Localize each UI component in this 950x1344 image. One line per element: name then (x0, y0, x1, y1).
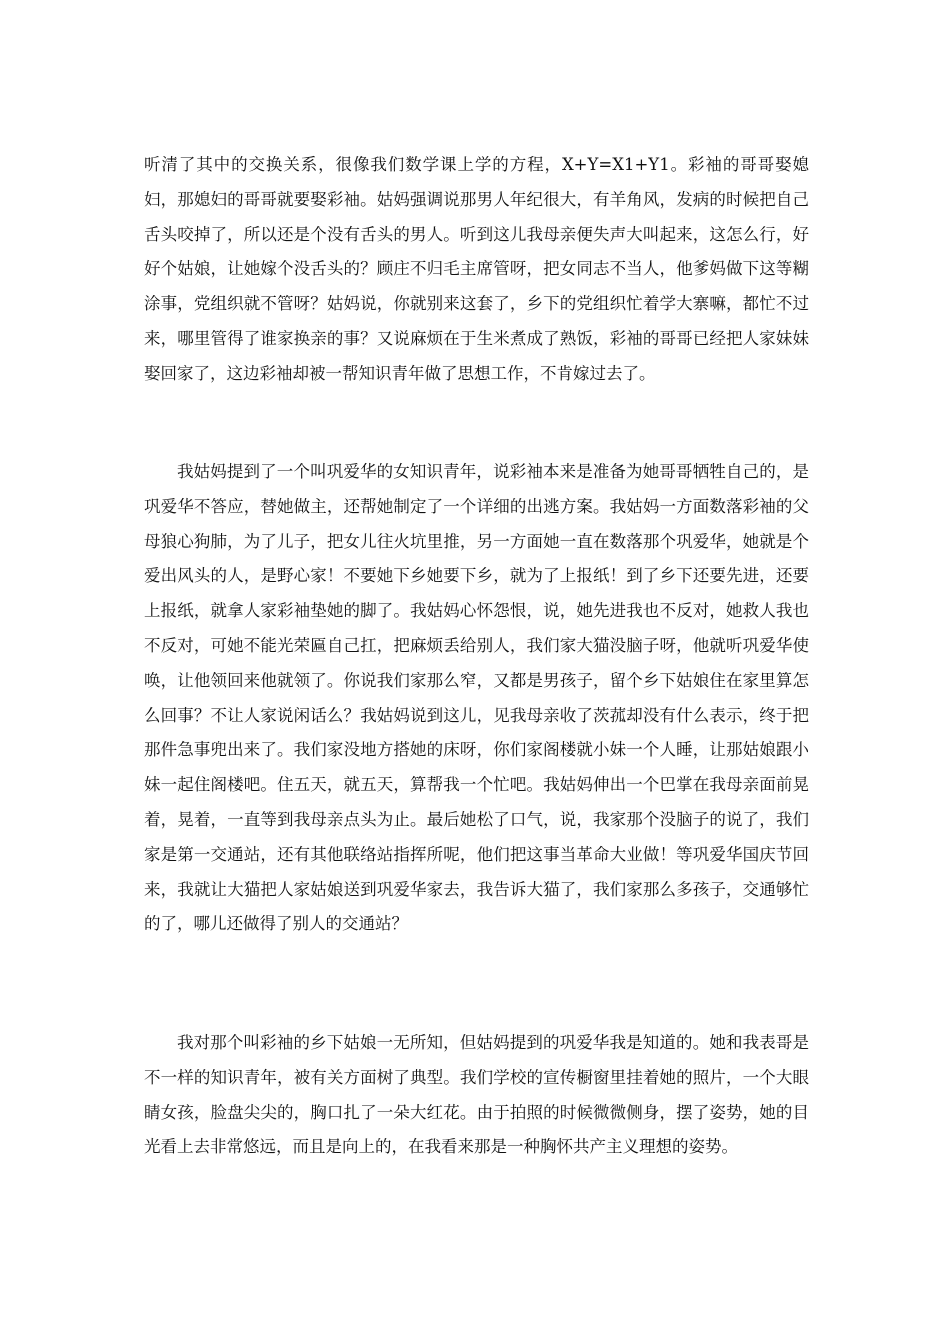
paragraph: 我对那个叫彩袖的乡下姑娘一无所知，但姑妈提到的巩爱华我是知道的。她和我表哥是不一样的知识青年，被有关方面树了典型。我们学校的宣传橱窗里挂着她的照片，一个大眼睛女孩，脸盘尖尖的，胸口扎了一朵大红花。由于拍照的时候微微侧身，摆了姿势，她的目光看上去非常悠远，而且是向上的，在我看来那是一种胸怀共产主义理想的姿势。 (144, 1033, 809, 1157)
paragraph: 听清了其中的交换关系，很像我们数学课上学的方程，X+Y=X1+Y1。彩袖的哥哥娶媳妇，那媳妇的哥哥就要娶彩袖。姑妈强调说那男人年纪很大，有羊角风，发病的时候把自己舌头咬掉了，所以还是个没有舌头的男人。听到这儿我母亲便失声大叫起来，这怎么行，好好个姑娘，让她嫁个没舌头的？顾庄不归毛主席管呀，把女同志不当人，他爹妈做下这等糊涂事，党组织就不管呀？姑妈说，你就别来这套了，乡下的党组织忙着学大寨嘛，都忙不过来，哪里管得了谁家换亲的事？又说麻烦在于生米煮成了熟饭，彩袖的哥哥已经把人家妹妹娶回家了，这边彩袖却被一帮知识青年做了思想工作，不肯嫁过去了。 (144, 155, 809, 383)
paragraph: 我姑妈提到了一个叫巩爱华的女知识青年，说彩袖本来是准备为她哥哥牺牲自己的，是巩爱华不答应，替她做主，还帮她制定了一个详细的出逃方案。我姑妈一方面数落彩袖的父母狼心狗肺，为了儿子，把女儿往火坑里推，另一方面她一直在数落那个巩爱华，她就是个爱出风头的人，是野心家！不要她下乡她要下乡，就为了上报纸！到了乡下还要先进，还要上报纸，就拿人家彩袖垫她的脚了。我姑妈心怀怨恨，说，她先进我也不反对，她救人我也不反对，可她不能光荣匾自己扛，把麻烦丢给别人，我们家大猫没脑子呀，他就听巩爱华使唤，让他领回来他就领了。你说我们家那么窄，又都是男孩子，留个乡下姑娘住在家里算怎么回事？不让人家说闲话么？我姑妈说到这儿，见我母亲收了茨菰却没有什么表示，终于把那件急事兜出来了。我们家没地方搭她的床呀，你们家阁楼就小妹一个人睡，让那姑娘跟小妹一起住阁楼吧。住五天，就五天，算帮我一个忙吧。我姑妈伸出一个巴掌在我母亲面前晃着，晃着，一直等到我母亲点头为止。最后她松了口气，说，我家那个没脑子的说了，我们家是第一交通站，还有其他联络站指挥所呢，他们把这事当革命大业做！等巩爱华国庆节回来，我就让大猫把人家姑娘送到巩爱华家去，我告诉大猫了，我们家那么多孩子，交通够忙的了，哪儿还做得了别人的交通站？ (144, 462, 809, 934)
